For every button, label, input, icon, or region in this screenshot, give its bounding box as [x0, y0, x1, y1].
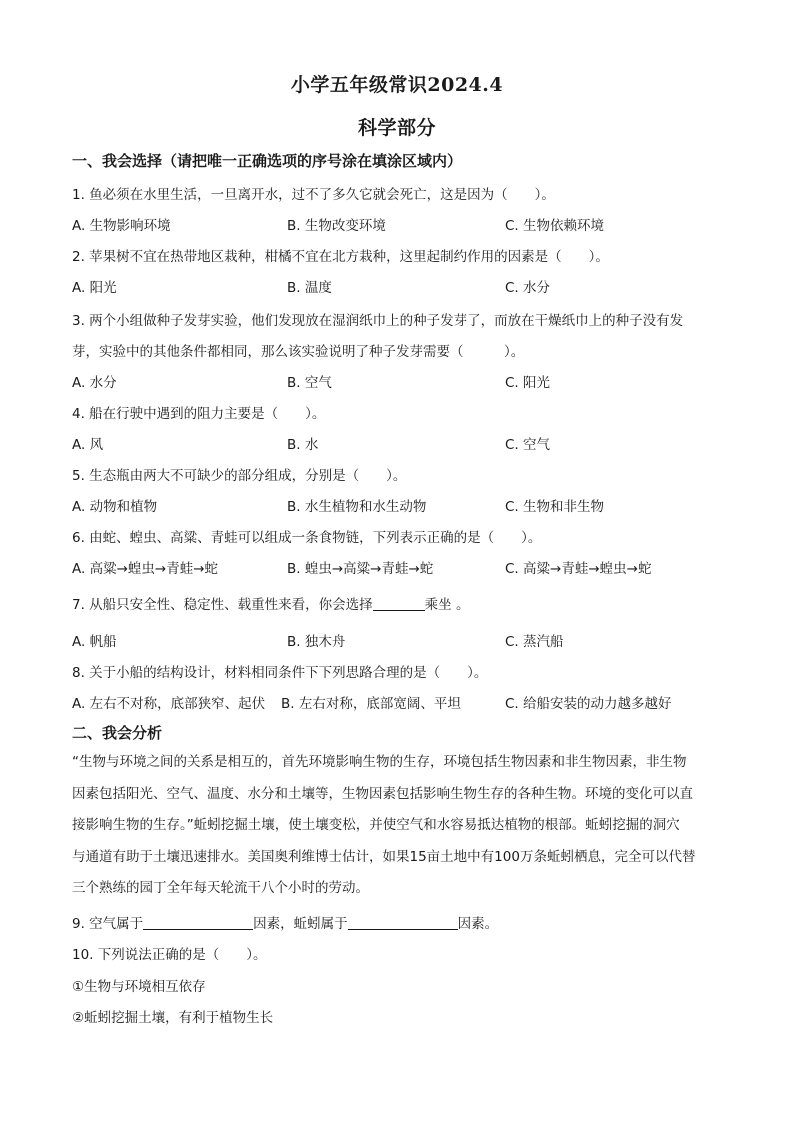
q7-answer-blank[interactable] [373, 596, 425, 611]
q4-option-c: C. 空气 [505, 437, 551, 453]
q9-part3: 因素。 [457, 916, 499, 932]
q4-option-b: B. 水 [287, 437, 319, 453]
q6-option-c: C. 高粱→青蛙→蝗虫→蛇 [505, 561, 652, 577]
q3-option-b: B. 空气 [287, 375, 332, 391]
q8-option-c: C. 给船安装的动力越多越好 [505, 696, 672, 712]
q7-option-a: A. 帆船 [72, 634, 117, 650]
q9-part2: 因素，蚯蚓属于 [253, 916, 348, 932]
q8-option-b: B. 左右对称，底部宽阔、平坦 [281, 696, 461, 712]
question-3-cont: 芽，实验中的其他条件都相同，那么该实验说明了种子发芽需要（ ）。 [72, 344, 525, 360]
question-9 [72, 912, 498, 932]
question-10: 10. 下列说法正确的是（ ）。 [72, 947, 267, 963]
question-8: 8. 关于小船的结构设计，材料相同条件下下列思路合理的是（ ）。 [72, 665, 488, 681]
passage-line-3: 接影响生物的生存。”蚯蚓挖掘土壤，使土壤变松，并使空气和水容易抵达植物的根部。蚯蚓挖掘的洞穴 [72, 817, 680, 833]
q10-item-2: ②蚯蚓挖掘土壤，有利于植物生长 [72, 1010, 274, 1026]
passage-line-1: “生物与环境之间的关系是相互的，首先环境影响生物的生存，环境包括生物因素和非生物因素，非生物 [72, 754, 687, 770]
q3-option-c: C. 阳光 [505, 375, 551, 391]
q5-option-a: A. 动物和植物 [72, 499, 158, 515]
exam-title: 小学五年级常识2024.4 [290, 74, 504, 96]
q5-option-b: B. 水生植物和水生动物 [287, 499, 427, 515]
q9-blank-2[interactable] [348, 915, 458, 930]
question-3: 3. 两个小组做种子发芽实验，他们发现放在湿润纸巾上的种子发芽了，而放在干燥纸巾上的种子没有发 [72, 313, 684, 329]
q1-option-b: B. 生物改变环境 [287, 218, 386, 234]
q9-blank-1[interactable] [143, 915, 253, 930]
section-1-heading: 一、我会选择（请把唯一正确选项的序号涂在填涂区域内） [72, 152, 463, 170]
question-5: 5. 生态瓶由两大不可缺少的部分组成，分别是（ ）。 [72, 468, 407, 484]
q1-option-c: C. 生物依赖环境 [505, 218, 605, 234]
q7-text-after: 乘坐 。 [424, 597, 470, 613]
passage-line-4: 与通道有助于土壤迅速排水。美国奥利维博士估计，如果15亩土地中有100万条蚯蚓栖息，完全可以代替 [72, 848, 696, 865]
reading-passage [72, 747, 724, 905]
q3-option-a: A. 水分 [72, 375, 117, 391]
q7-text-before: 7. 从船只安全性、稳定性、载重性来看，你会选择 [72, 597, 373, 613]
q6-option-b: B. 蝗虫→高粱→青蛙→蛇 [287, 561, 434, 577]
q2-option-a: A. 阳光 [72, 280, 117, 296]
q2-option-c: C. 水分 [505, 280, 551, 296]
question-1: 1. 鱼必须在水里生活，一旦离开水，过不了多久它就会死亡，这是因为（ ）。 [72, 187, 555, 203]
section-2-heading: 二、我会分析 [72, 724, 163, 742]
question-7 [72, 593, 469, 613]
question-6: 6. 由蛇、蝗虫、高粱、青蛙可以组成一条食物链，下列表示正确的是（ ）。 [72, 530, 542, 546]
q9-part1: 9. 空气属于 [72, 916, 144, 932]
passage-line-5: 三个熟练的园丁全年每天轮流干八个小时的劳动。 [72, 880, 369, 896]
question-2: 2. 苹果树不宜在热带地区栽种，柑橘不宜在北方栽种，这里起制约作用的因素是（ ）。 [72, 249, 609, 265]
exam-subtitle: 科学部分 [357, 117, 436, 139]
q10-item-1: ①生物与环境相互依存 [72, 979, 206, 995]
q5-option-c: C. 生物和非生物 [505, 499, 605, 515]
q8-option-a: A. 左右不对称，底部狭窄、起伏 [72, 696, 266, 712]
q7-option-b: B. 独木舟 [287, 634, 346, 650]
passage-line-2: 因素包括阳光、空气、温度、水分和土壤等，生物因素包括影响生物生存的各种生物。环境的变化可以直 [72, 785, 693, 802]
q6-option-a: A. 高粱→蝗虫→青蛙→蛇 [72, 561, 219, 577]
question-4: 4. 船在行驶中遇到的阻力主要是（ ）。 [72, 406, 326, 422]
q7-option-c: C. 蒸汽船 [505, 634, 564, 650]
q4-option-a: A. 风 [72, 437, 104, 453]
q2-option-b: B. 温度 [287, 280, 332, 296]
q1-option-a: A. 生物影响环境 [72, 218, 171, 234]
